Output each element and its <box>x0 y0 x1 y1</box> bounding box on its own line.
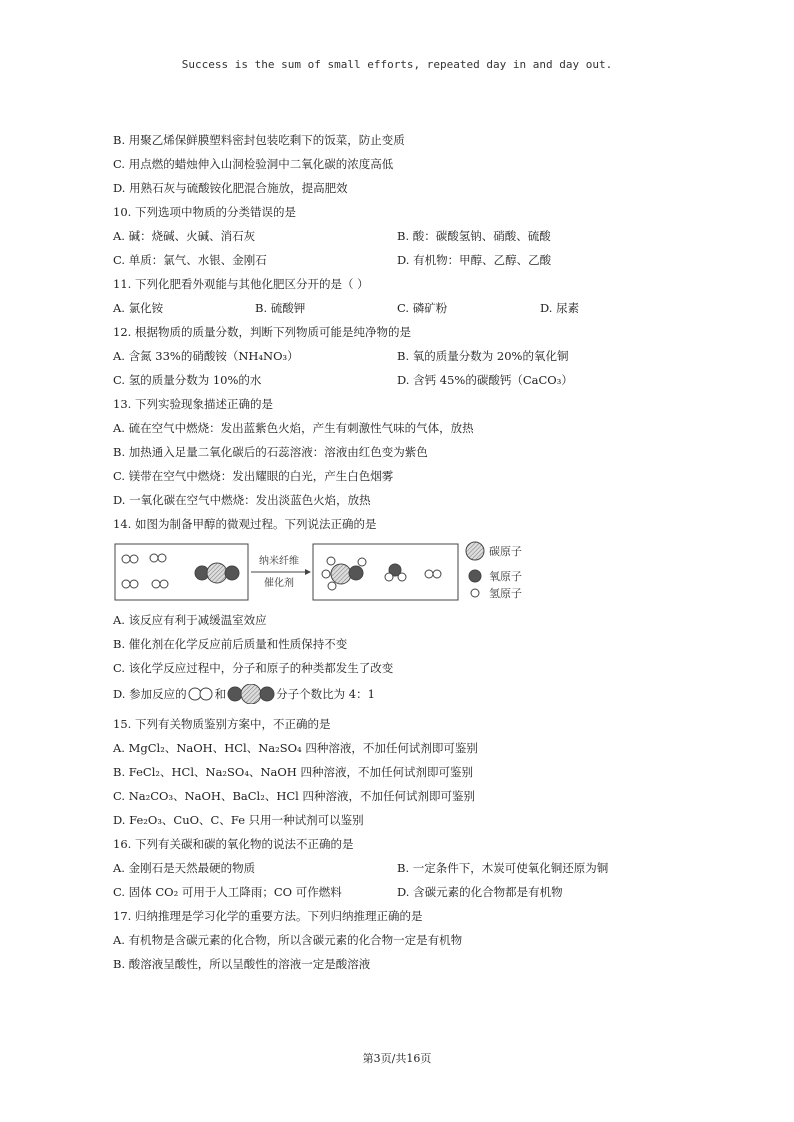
methanol-molecule <box>322 557 366 590</box>
q10-option-a: A. 碱：烧碱、火碱、消石灰 <box>113 229 256 243</box>
q12-stem: 12. 根据物质的质量分数，判断下列物质可能是纯净物的是 <box>113 325 411 339</box>
carbon-dioxide-molecule-icon <box>226 684 276 704</box>
q14-option-c: C. 该化学反应过程中，分子和原子的种类都发生了改变 <box>113 661 394 675</box>
legend-carbon: 碳原子 <box>489 545 522 558</box>
oxygen-atom-icon <box>469 570 481 582</box>
hydrogen-atom-icon <box>471 589 479 597</box>
carbon-dioxide-molecule <box>195 563 239 583</box>
methanol-reaction-diagram <box>113 540 543 602</box>
legend-hydrogen: 氢原子 <box>489 587 522 600</box>
q16-stem: 16. 下列有关碳和碳的氧化物的说法不正确的是 <box>113 837 354 851</box>
q11-option-c: C. 磷矿粉 <box>397 301 448 315</box>
q11-option-d: D. 尿素 <box>540 301 580 315</box>
q10-option-c: C. 单质：氯气、水银、金刚石 <box>113 253 267 267</box>
q10-stem: 10. 下列选项中物质的分类错误的是 <box>113 205 296 219</box>
q13-option-c: C. 镁带在空气中燃烧：发出耀眼的白光，产生白色烟雾 <box>113 469 394 483</box>
q16-option-d: D. 含碳元素的化合物都是有机物 <box>397 885 563 899</box>
legend-oxygen: 氧原子 <box>489 570 522 583</box>
q16-option-c: C. 固体 CO₂ 可用于人工降雨；CO 可作燃料 <box>113 885 342 899</box>
q11-stem: 11. 下列化肥看外观能与其他化肥区分开的是（ ） <box>113 277 369 291</box>
q16-option-a: A. 金刚石是天然最硬的物质 <box>113 861 256 875</box>
q10-option-d: D. 有机物：甲醇、乙醇、乙酸 <box>397 253 552 267</box>
carbon-atom-icon <box>466 542 484 560</box>
hydrogen-molecule-product <box>425 570 441 578</box>
q15-option-b: B. FeCl₂、HCl、Na₂SO₄、NaOH 四种溶液，不加任何试剂即可鉴别 <box>113 765 473 779</box>
q15-stem: 15. 下列有关物质鉴别方案中，不正确的是 <box>113 717 331 731</box>
arrow-label-top: 纳米纤维 <box>259 556 299 567</box>
q11-option-a: A. 氯化铵 <box>113 301 164 315</box>
q17-option-a: A. 有机物是含碳元素的化合物，所以含碳元素的化合物一定是有机物 <box>113 933 463 947</box>
legend <box>466 542 484 597</box>
q12-option-c: C. 氢的质量分数为 10%的水 <box>113 373 262 387</box>
water-molecule <box>385 564 406 581</box>
q14-option-d-post: 分子个数比为 4：1 <box>276 687 375 701</box>
q10-option-b: B. 酸：碳酸氢钠、硝酸、硫酸 <box>397 229 551 243</box>
arrow-label-bottom: 催化剂 <box>264 578 294 589</box>
q17-option-b: B. 酸溶液呈酸性，所以呈酸性的溶液一定是酸溶液 <box>113 957 371 971</box>
q11-option-b: B. 硫酸钾 <box>255 301 306 315</box>
q14-option-b: B. 催化剂在化学反应前后质量和性质保持不变 <box>113 637 348 651</box>
q9-option-c: C. 用点燃的蜡烛伸入山洞检验洞中二氧化碳的浓度高低 <box>113 157 394 171</box>
q13-option-a: A. 硫在空气中燃烧：发出蓝紫色火焰，产生有刺激性气味的气体，放热 <box>113 421 474 435</box>
q9-option-d: D. 用熟石灰与硫酸铵化肥混合施放，提高肥效 <box>113 181 348 195</box>
q15-option-a: A. MgCl₂、NaOH、HCl、Na₂SO₄ 四种溶液，不加任何试剂即可鉴别 <box>113 741 478 755</box>
q17-stem: 17. 归纳推理是学习化学的重要方法。下列归纳推理正确的是 <box>113 909 423 923</box>
q14-stem: 14. 如图为制备甲醇的微观过程。下列说法正确的是 <box>113 517 377 531</box>
q16-option-b: B. 一定条件下，木炭可使氧化铜还原为铜 <box>397 861 609 875</box>
hydrogen-molecule-icon <box>187 686 215 702</box>
page-number: 第3页/共16页 <box>362 1052 432 1065</box>
q9-option-b: B. 用聚乙烯保鲜膜塑料密封包装吃剩下的饭菜，防止变质 <box>113 133 405 147</box>
q14-option-a: A. 该反应有利于减缓温室效应 <box>113 613 267 627</box>
motto: Success is the sum of small efforts, repeated day in and day out. <box>181 58 613 71</box>
q12-option-b: B. 氧的质量分数为 20%的氧化铜 <box>397 349 569 363</box>
q15-option-c: C. Na₂CO₃、NaOH、BaCl₂、HCl 四种溶液，不加任何试剂即可鉴别 <box>113 789 475 803</box>
q14-option-d <box>113 684 375 704</box>
hydrogen-molecule <box>122 554 168 588</box>
q14-option-d-pre: D. 参加反应的 <box>113 687 187 701</box>
q13-option-d: D. 一氧化碳在空气中燃烧：发出淡蓝色火焰，放热 <box>113 493 371 507</box>
q12-option-a: A. 含氮 33%的硝酸铵（NH₄NO₃） <box>113 349 299 363</box>
q12-option-d: D. 含钙 45%的碳酸钙（CaCO₃） <box>397 373 573 387</box>
q14-option-d-mid: 和 <box>214 687 227 701</box>
q13-stem: 13. 下列实验现象描述正确的是 <box>113 397 273 411</box>
q15-option-d: D. Fe₂O₃、CuO、C、Fe 只用一种试剂可以鉴别 <box>113 813 364 827</box>
q13-option-b: B. 加热通入足量二氧化碳后的石蕊溶液：溶液由红色变为紫色 <box>113 445 428 459</box>
